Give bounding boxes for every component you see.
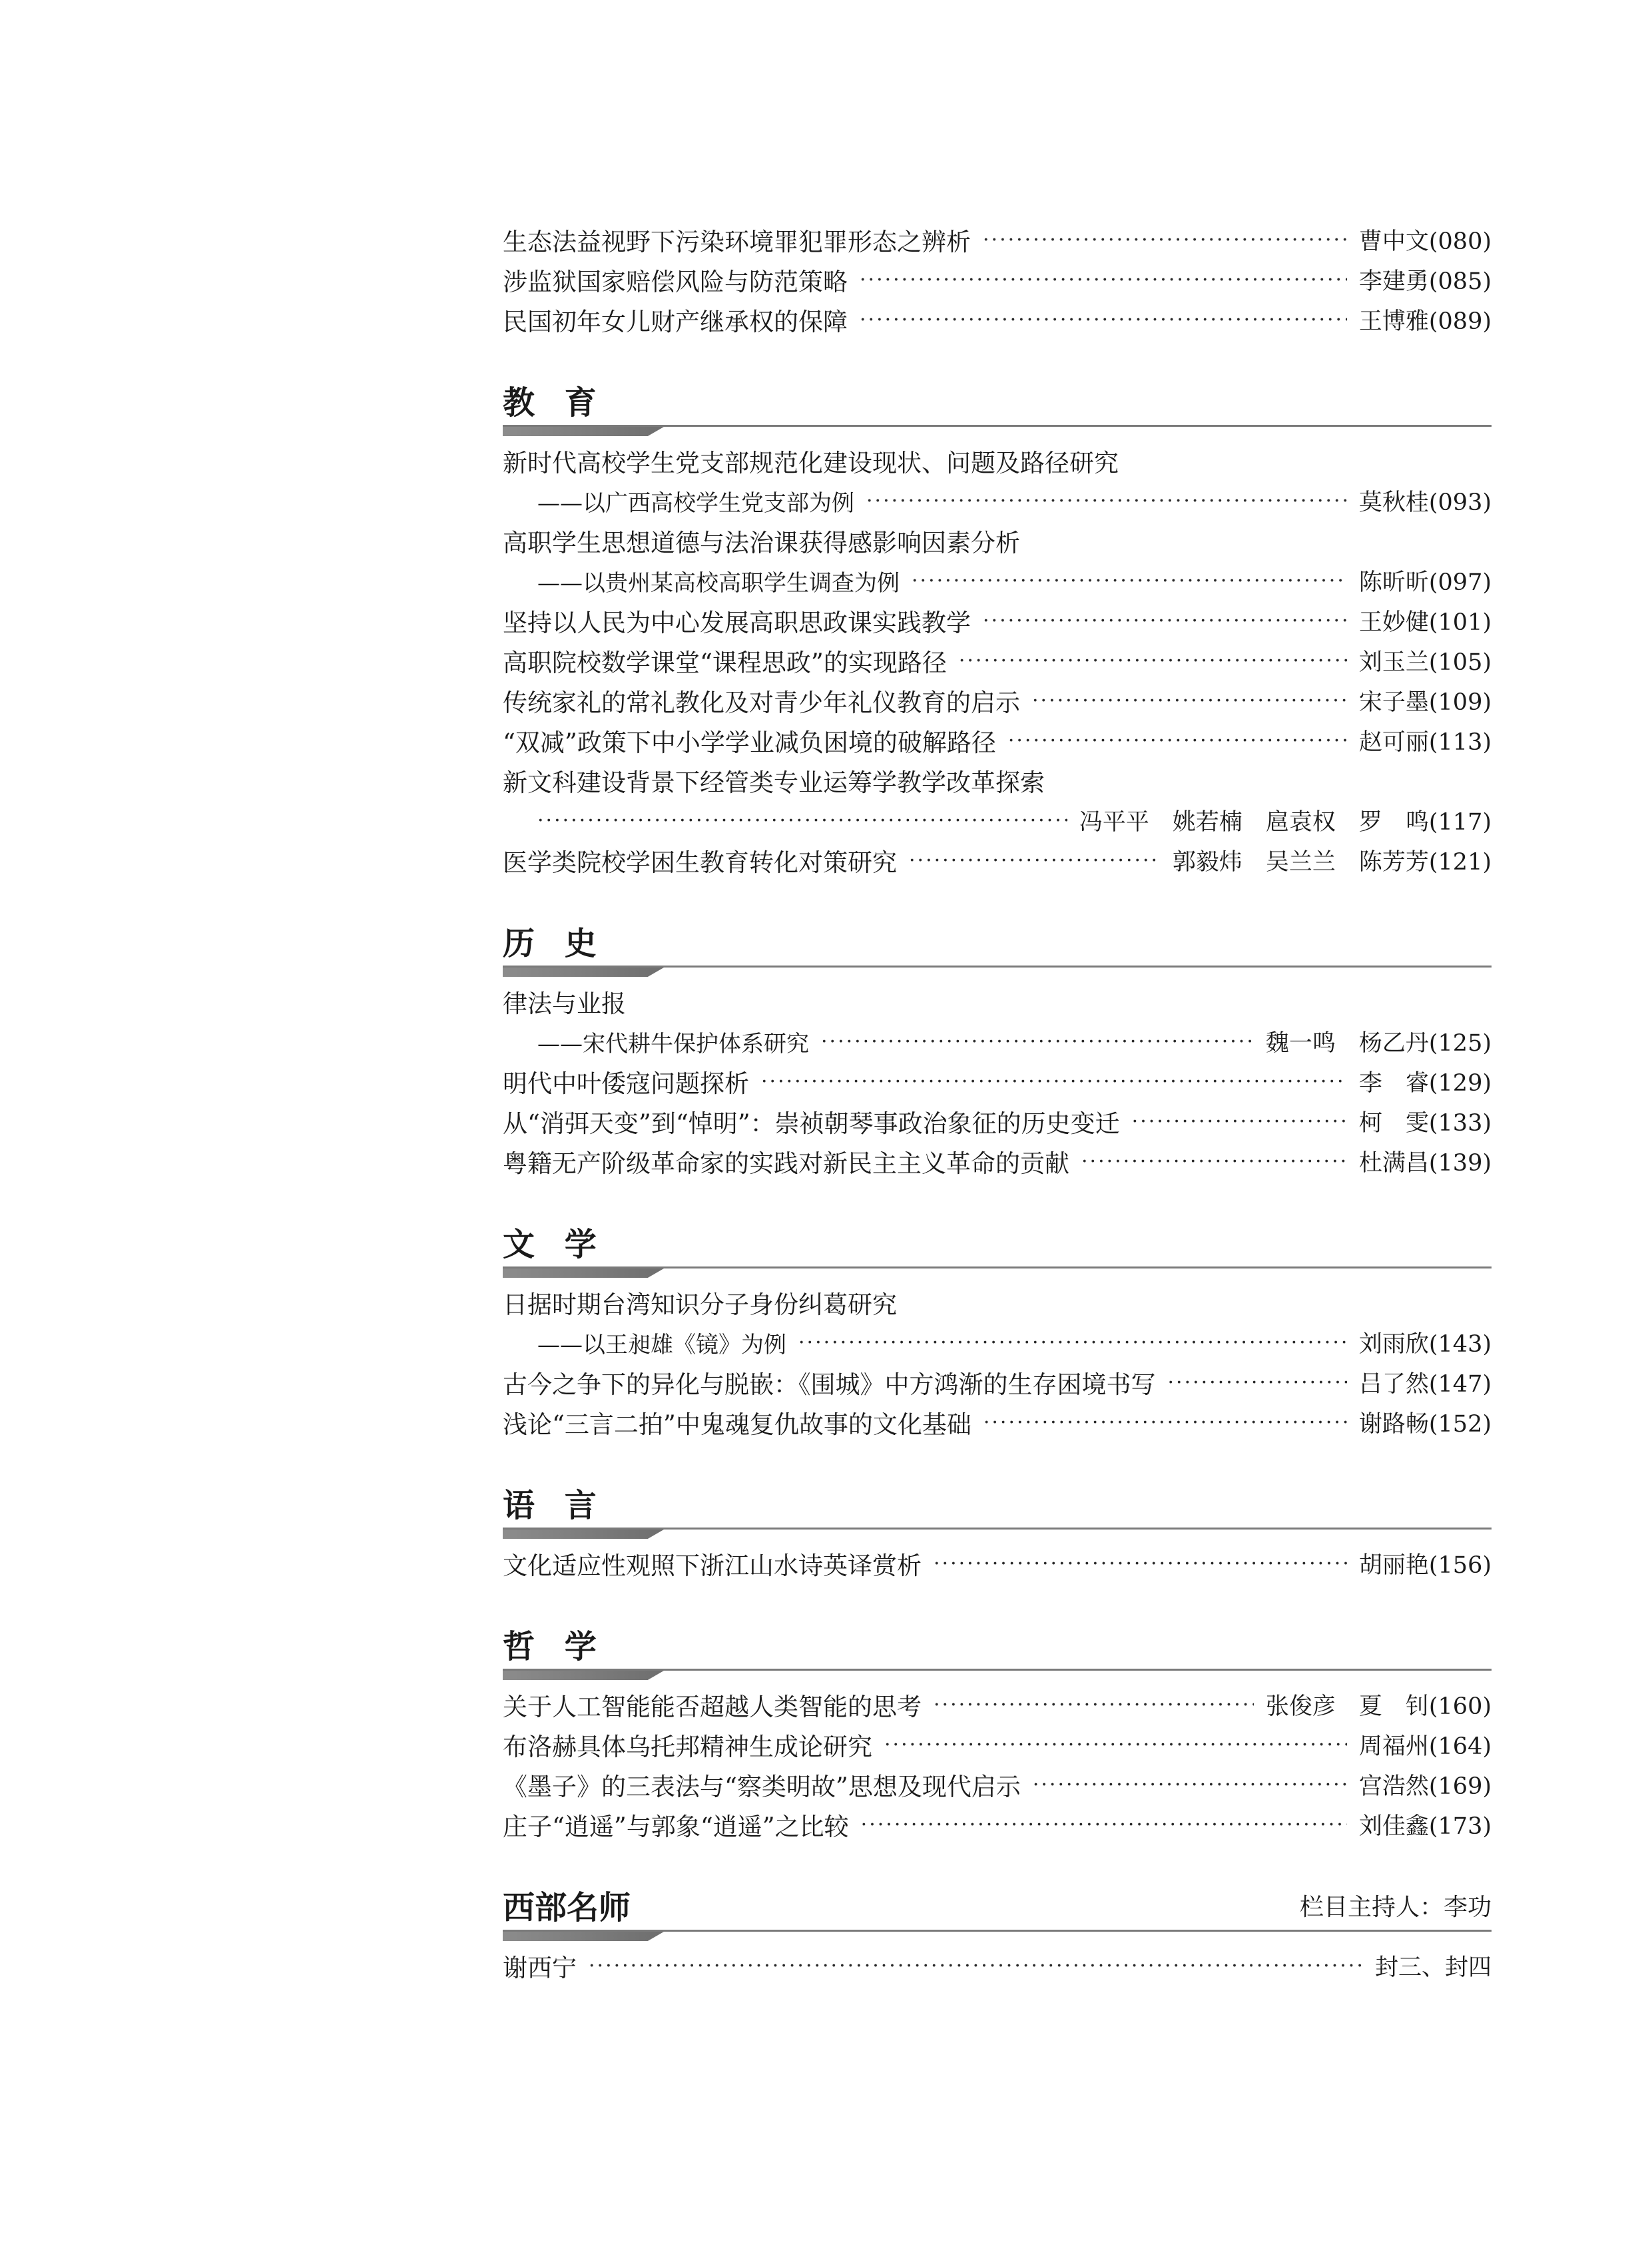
dot-leader [1008, 729, 1347, 752]
section-header [503, 1610, 1492, 1685]
entry-title: 医学类院校学困生教育转化对策研究 [503, 848, 897, 877]
entry-title: 谢西宁 [503, 1954, 577, 1982]
dot-leader [1081, 1150, 1347, 1173]
column-host: 栏目主持人：李功 [1299, 1894, 1492, 1921]
entry-subtitle: ——宋代耕牛保护体系研究 [537, 1030, 809, 1057]
entry-author-page: 王妙健(101) [1358, 609, 1492, 636]
section-wedge [503, 427, 664, 436]
section-rule [503, 1528, 1492, 1530]
dot-leader [860, 268, 1347, 292]
entry-author-page: 王博雅(089) [1358, 308, 1492, 335]
entry-title: 明代中叶倭寇问题探析 [503, 1069, 749, 1098]
section-rule [503, 1266, 1492, 1268]
dot-leader [934, 1552, 1347, 1575]
entry-author-page: 刘佳鑫(173) [1358, 1813, 1492, 1840]
dot-leader [884, 1733, 1347, 1757]
entry-author-page: 谢路畅(152) [1358, 1411, 1492, 1438]
toc-entry [503, 720, 1492, 760]
toc-entry [503, 1282, 1492, 1322]
dot-leader [983, 609, 1347, 633]
dot-leader [821, 1030, 1254, 1053]
entry-title: 日据时期台湾知识分子身份纠葛研究 [503, 1290, 897, 1319]
dot-leader [1168, 1371, 1347, 1394]
entry-subtitle: ——以广西高校学生党支部为例 [537, 489, 854, 517]
section-wedge [503, 1530, 664, 1539]
entry-author-page: 柯 雯(133) [1358, 1110, 1492, 1137]
entry-title: “双减”政策下中小学学业减负困境的破解路径 [503, 728, 996, 757]
dot-leader [1132, 1110, 1347, 1133]
dot-leader [798, 1331, 1347, 1354]
entry-author-page: 杜满昌(139) [1358, 1150, 1492, 1177]
entry-title: 生态法益视野下污染环境罪犯罪形态之辨析 [503, 228, 971, 256]
entry-title: 粤籍无产阶级革命家的实践对新民主主义革命的贡献 [503, 1149, 1069, 1178]
toc-entry [503, 1543, 1492, 1583]
toc-entry [503, 800, 1492, 840]
dot-leader [866, 489, 1347, 513]
section-title: 文 学 [503, 1226, 606, 1263]
entry-title: 《墨子》的三表法与“察类明故”思想及现代启示 [503, 1773, 1021, 1801]
entry-author-page: 刘雨欣(143) [1358, 1331, 1492, 1358]
entry-author-page: 吕了然(147) [1358, 1371, 1492, 1398]
dot-leader [983, 228, 1347, 252]
entry-author-page: 李 睿(129) [1358, 1070, 1492, 1097]
section-title: 语 言 [503, 1487, 606, 1524]
entry-title: 从“消弭天变”到“悼明”：崇祯朝琴事政治象征的历史变迁 [503, 1109, 1120, 1138]
toc-entry [503, 1685, 1492, 1725]
section-wedge [503, 1932, 664, 1941]
section-header [503, 1208, 1492, 1282]
entry-title: 民国初年女儿财产继承权的保障 [503, 308, 848, 336]
section-rule [503, 966, 1492, 968]
entry-subtitle: ——以贵州某高校高职学生调查为例 [537, 569, 900, 597]
entry-title: 高职院校数学课堂“课程思政”的实现路径 [503, 649, 947, 677]
section-title: 历 史 [503, 925, 606, 962]
entry-title: 庄子“逍遥”与郭象“逍遥”之比较 [503, 1813, 849, 1841]
entry-title: 古今之争下的异化与脱嵌：《围城》中方鸿渐的生存困境书写 [503, 1370, 1156, 1399]
toc-entry [503, 1101, 1492, 1141]
entry-title: 传统家礼的常礼教化及对青少年礼仪教育的启示 [503, 689, 1020, 717]
section-wedge [503, 1268, 664, 1278]
entry-author-page: 赵可丽(113) [1358, 729, 1492, 756]
dot-leader [761, 1070, 1347, 1093]
toc-entry [503, 561, 1492, 601]
entry-author-page: 陈昕昕(097) [1358, 569, 1492, 596]
entry-author-page: 魏一鸣 杨乙丹(125) [1265, 1030, 1492, 1057]
entry-title: 坚持以人民为中心发展高职思政课实践教学 [503, 609, 971, 637]
entry-title: 新时代高校学生党支部规范化建设现状、问题及路径研究 [503, 449, 1119, 477]
toc-entry [503, 521, 1492, 561]
section-header [503, 907, 1492, 981]
dot-leader [909, 849, 1161, 872]
entry-title: 文化适应性观照下浙江山水诗英译赏析 [503, 1551, 922, 1580]
dot-leader [1032, 689, 1347, 712]
toc-entry [503, 981, 1492, 1021]
dot-leader [537, 809, 1067, 832]
entry-author-page: 曹中文(080) [1358, 228, 1492, 255]
toc-entry [503, 1725, 1492, 1765]
toc-entry [503, 1805, 1492, 1844]
entry-author-page: 李建勇(085) [1358, 268, 1492, 295]
dot-leader [860, 308, 1347, 332]
dot-leader [1033, 1773, 1347, 1797]
entry-author-page: 冯平平 姚若楠 扈袁权 罗 鸣(117) [1079, 809, 1492, 836]
entry-author-page: 周福州(164) [1358, 1733, 1492, 1760]
dot-leader [861, 1813, 1347, 1836]
toc-entry [503, 641, 1492, 681]
toc-entry [503, 1061, 1492, 1101]
entry-author-page: 宫浩然(169) [1358, 1773, 1492, 1800]
entry-author-page: 宋子墨(109) [1358, 689, 1492, 716]
toc-entry [503, 760, 1492, 800]
entry-author-page: 刘玉兰(105) [1358, 649, 1492, 676]
entry-author-page: 封三、封四 [1374, 1954, 1492, 1981]
toc-entry [503, 1765, 1492, 1805]
section-header [503, 1871, 1492, 1946]
entry-title: 新文科建设背景下经管类专业运筹学教学改革探索 [503, 768, 1045, 797]
section-rule [503, 1930, 1492, 1932]
entry-title: 布洛赫具体乌托邦精神生成论研究 [503, 1733, 872, 1761]
entry-title: 律法与业报 [503, 989, 626, 1018]
section-header [503, 1469, 1492, 1543]
toc-entry [503, 1141, 1492, 1181]
entry-title: 涉监狱国家赔偿风险与防范策略 [503, 268, 848, 296]
section-title: 哲 学 [503, 1628, 606, 1665]
toc-entry [503, 260, 1492, 300]
toc-entry [503, 1362, 1492, 1402]
toc-entry [503, 1946, 1492, 1986]
toc-entry [503, 481, 1492, 521]
toc-entry [503, 601, 1492, 641]
dot-leader [983, 1411, 1347, 1434]
section-wedge [503, 1671, 664, 1680]
toc-entry [503, 441, 1492, 481]
dot-leader [589, 1954, 1363, 1978]
entry-author-page: 张俊彦 夏 钊(160) [1265, 1693, 1492, 1720]
entry-author-page: 郭毅炜 吴兰兰 陈芳芳(121) [1172, 849, 1492, 876]
toc-entry [503, 1322, 1492, 1362]
toc-entry [503, 300, 1492, 340]
section-header [503, 366, 1492, 441]
toc-entry [503, 681, 1492, 720]
section-title: 教 育 [503, 384, 606, 421]
entry-author-page: 胡丽艳(156) [1358, 1552, 1492, 1579]
entry-subtitle: ——以王昶雄《镜》为例 [537, 1331, 786, 1358]
toc-entry [503, 840, 1492, 880]
toc-entry [503, 1021, 1492, 1061]
dot-leader [912, 569, 1347, 593]
entry-title: 关于人工智能能否超越人类智能的思考 [503, 1693, 922, 1721]
dot-leader [959, 649, 1347, 673]
section-rule [503, 1669, 1492, 1671]
entry-title: 浅论“三言二拍”中鬼魂复仇故事的文化基础 [503, 1410, 971, 1439]
toc-entry [503, 220, 1492, 260]
toc-entry [503, 1402, 1492, 1442]
entry-author-page: 莫秋桂(093) [1358, 489, 1492, 516]
section-wedge [503, 968, 664, 977]
dot-leader [934, 1693, 1254, 1717]
section-title: 西部名师 [503, 1889, 631, 1926]
table-of-contents [503, 220, 1492, 1986]
entry-title: 高职学生思想道德与法治课获得感影响因素分析 [503, 529, 1020, 557]
section-rule [503, 425, 1492, 427]
